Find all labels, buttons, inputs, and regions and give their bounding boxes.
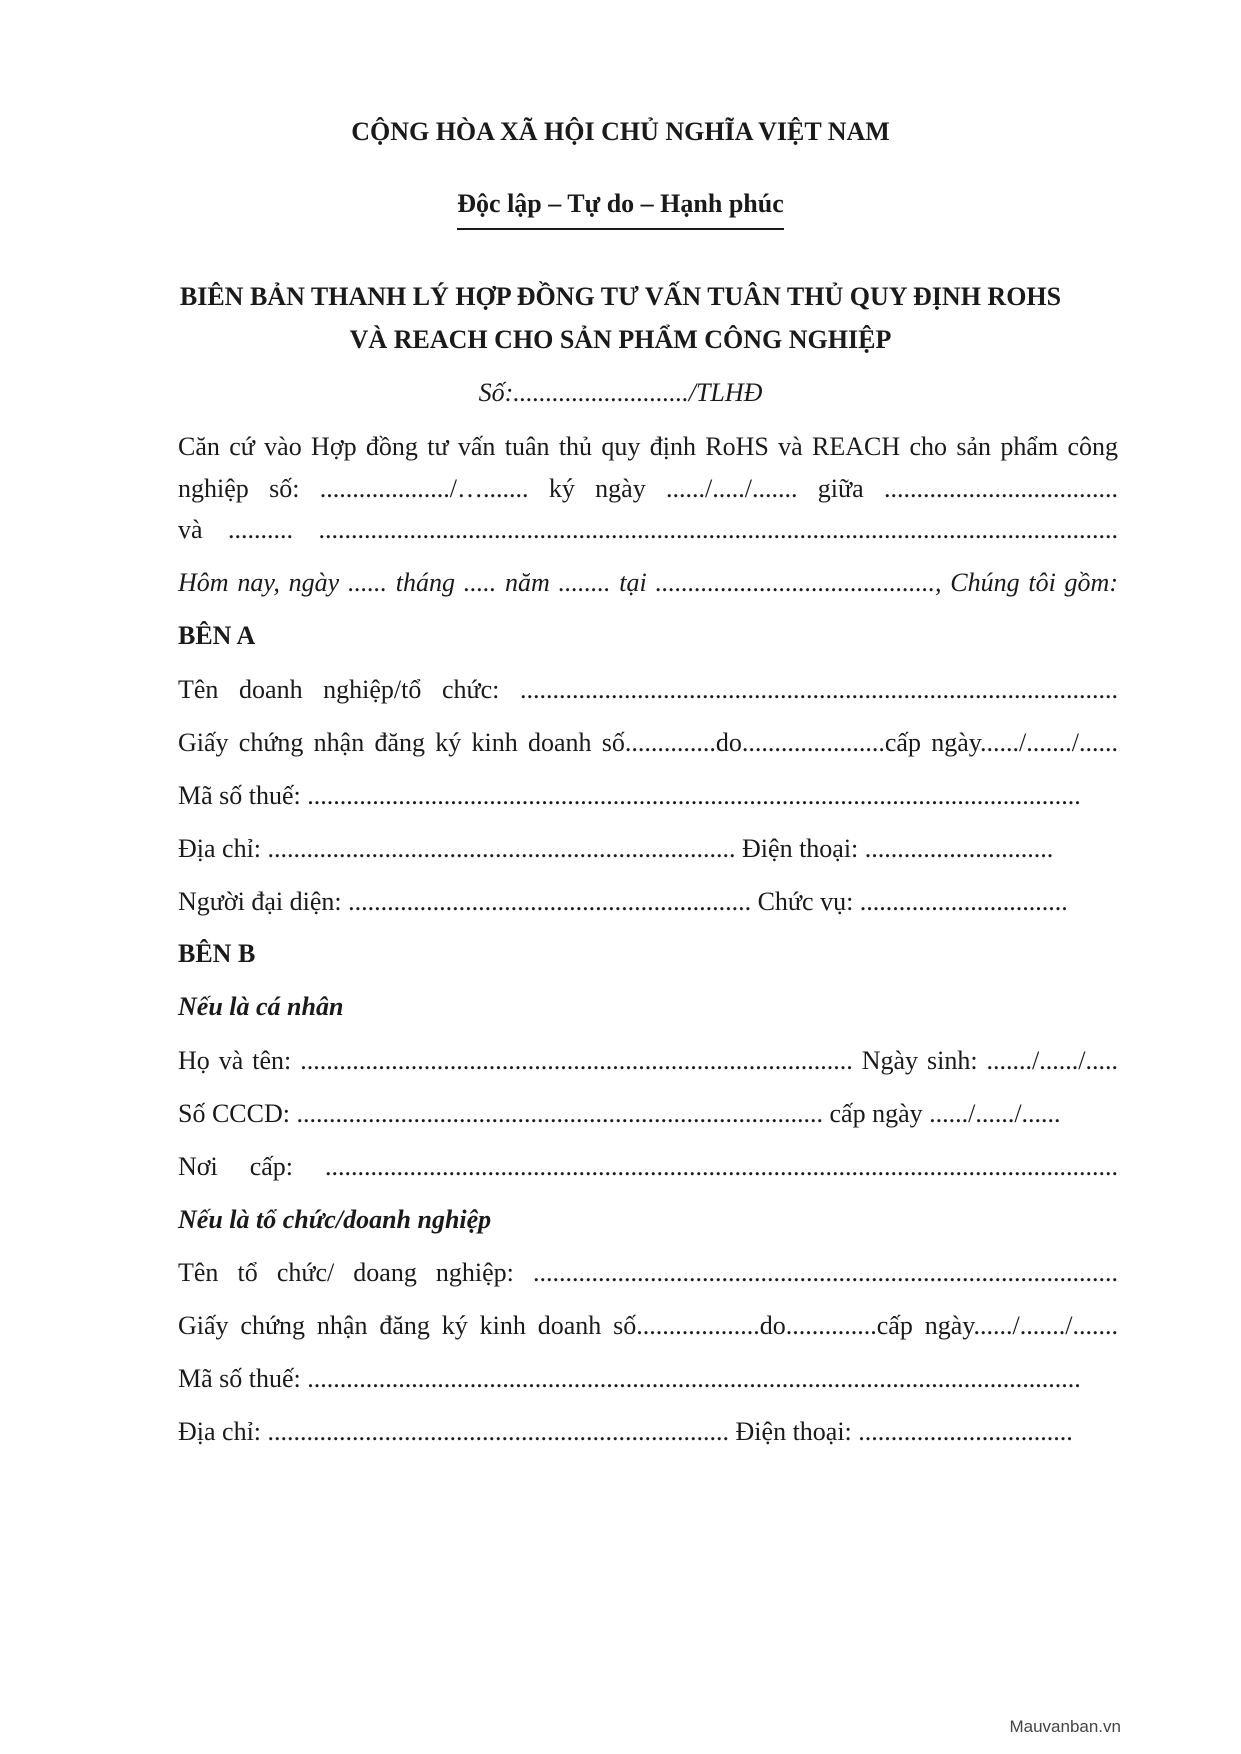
party-a-tax-code-field: Mã số thuế: .......................................................................................................................: [178, 781, 1081, 810]
party-a-name-field: Tên doanh nghiệp/tổ chức: ............................................................................................: [178, 675, 1118, 704]
party-b-tax-code-field: Mã số thuế: .......................................................................................................................: [178, 1364, 1081, 1393]
today-line: Hôm nay, ngày ...... tháng ..... năm ........ tại ..........................................., Chúng tôi gồm:: [178, 568, 1118, 597]
party-b-id-card-field: Số CCCD: ................................................................................. cấp ngày ....../....../......: [178, 1099, 1061, 1128]
document-number: Số:.........................../TLHĐ: [478, 378, 763, 407]
basis-line-2: nghiệp số: ..................../…....... ký ngày ....../...../....... giữa ....................................: [178, 474, 1118, 503]
party-b-individual-heading: Nếu là cá nhân: [178, 992, 344, 1021]
party-a-heading: BÊN A: [178, 621, 256, 650]
motto: Độc lập – Tự do – Hạnh phúc: [457, 188, 784, 230]
party-b-address-field: Địa chỉ: ....................................................................... Điện thoại: .................................: [178, 1417, 1073, 1446]
nation-heading: CỘNG HÒA XÃ HỘI CHỦ NGHĨA VIỆT NAM: [351, 117, 890, 146]
party-a-address-field: Địa chỉ: ........................................................................ Điện thoại: .............................: [178, 834, 1054, 863]
document-title-line-2: VÀ REACH CHO SẢN PHẨM CÔNG NGHIỆP: [349, 325, 892, 354]
party-b-org-name-field: Tên tổ chức/ doang nghiệp: ..........................................................................................: [178, 1258, 1118, 1287]
motto-block: [0, 188, 1241, 230]
document-title-line-1: BIÊN BẢN THANH LÝ HỢP ĐỒNG TƯ VẤN TUÂN THỦ QUY ĐỊNH ROHS: [179, 282, 1062, 311]
party-a-representative-field: Người đại diện: .............................................................. Chức vụ: ................................: [178, 887, 1068, 916]
party-b-issued-place-field: Nơi cấp: ..........................................................................................................................: [178, 1152, 1118, 1181]
party-a-business-cert-field: Giấy chứng nhận đăng ký kinh doanh số..............do......................cấp ngày....../......./......: [178, 728, 1118, 757]
party-b-business-cert-field: Giấy chứng nhận đăng ký kinh doanh số...................do..............cấp ngày....../......./.......: [178, 1311, 1118, 1340]
party-b-org-heading: Nếu là tổ chức/doanh nghiệp: [178, 1205, 492, 1234]
basis-line-3: và .......... ...........................................................................................................................: [178, 515, 1118, 544]
party-b-full-name-field: Họ và tên: ..................................................................................... Ngày sinh: ......./....../.....: [178, 1046, 1118, 1075]
party-b-heading: BÊN B: [178, 939, 256, 968]
source-watermark: Mauvanban.vn: [1009, 1717, 1121, 1736]
basis-line-1: Căn cứ vào Hợp đồng tư vấn tuân thủ quy định RoHS và REACH cho sản phẩm công: [178, 432, 1118, 461]
